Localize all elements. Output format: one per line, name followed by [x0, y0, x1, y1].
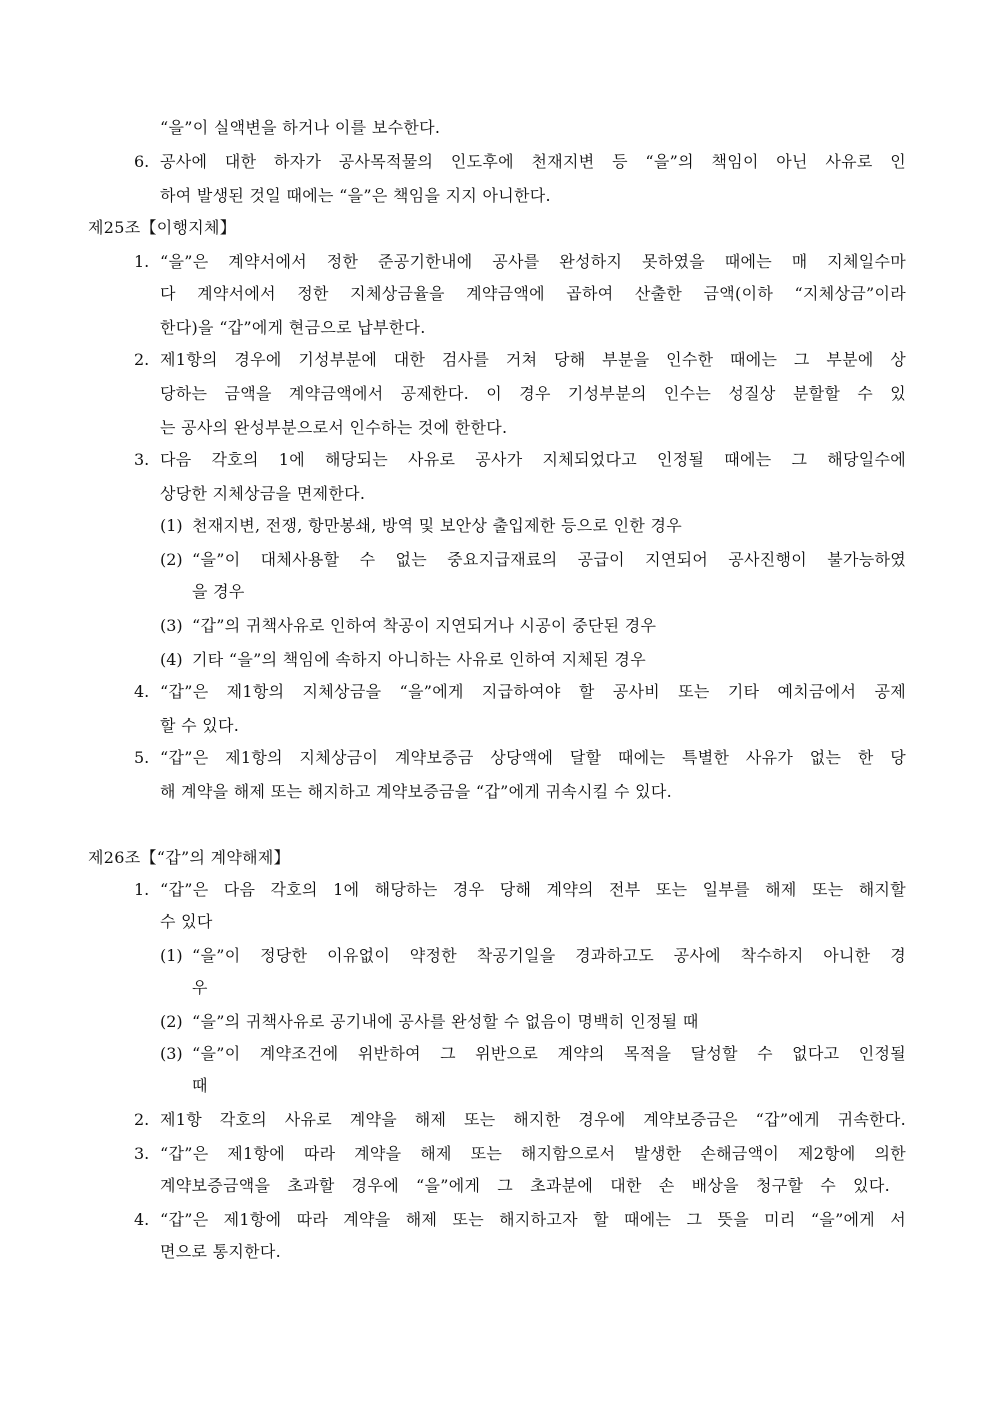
subitem-number: (3) [160, 1044, 183, 1063]
item-text: 다 계약서에서 정한 지체상금율을 계약금액에 곱하여 산출한 금액(이하 “지체상금”이라 [160, 284, 906, 303]
item-text: “갑”은 제1항의 지체상금을 “을”에게 지급하여야 할 공사비 또는 기타 예치금에서 공제 [160, 682, 906, 701]
article-25-heading: 제25조【이행지체】 [88, 218, 237, 237]
item-text: “갑”은 제1항에 따라 계약을 해제 또는 해지하고자 할 때에는 그 뜻을 미리 “을”에게 서 [160, 1210, 906, 1229]
item-text: “갑”은 제1항의 지체상금이 계약보증금 상당액에 달할 때에는 특별한 사유가 없는 한 당 [160, 748, 906, 767]
item-number: 1. [134, 880, 150, 899]
item-text: 수 있다 [160, 912, 213, 931]
subitem-text: “을”이 대체사용할 수 없는 중요지급재료의 공급이 지연되어 공사진행이 불가능하였 [192, 550, 906, 569]
item-text: 하여 발생된 것일 때에는 “을”은 책임을 지지 아니한다. [160, 186, 551, 205]
subitem-text: “을”의 귀책사유로 공기내에 공사를 완성할 수 없음이 명백히 인정될 때 [192, 1012, 699, 1031]
item-text: 한다)을 “갑”에게 현금으로 납부한다. [160, 318, 426, 337]
subitem-number: (4) [160, 650, 183, 669]
item-text: 할 수 있다. [160, 716, 240, 735]
subitem-number: (2) [160, 1012, 183, 1031]
subitem-number: (3) [160, 616, 183, 635]
subitem-text: 우 [192, 978, 208, 997]
item-text: “갑”은 제1항에 따라 계약을 해제 또는 해지함으로서 발생한 손해금액이 제2항에 의한 [160, 1144, 906, 1163]
subitem-text: 을 경우 [192, 582, 245, 601]
article-26-heading: 제26조【“갑”의 계약해제】 [88, 848, 290, 867]
item-text: 면으로 통지한다. [160, 1242, 282, 1261]
item-text: “갑”은 다음 각호의 1에 해당하는 경우 당해 계약의 전부 또는 일부를 해제 또는 해지할 [160, 880, 906, 899]
item-number: 3. [134, 1144, 150, 1163]
subitem-text: 때 [192, 1076, 208, 1095]
subitem-number: (1) [160, 946, 183, 965]
item-text: 당하는 금액을 계약금액에서 공제한다. 이 경우 기성부분의 인수는 성질상 분할할 수 있 [160, 384, 906, 403]
subitem-number: (1) [160, 516, 183, 535]
item-number: 5. [134, 748, 150, 767]
subitem-text: “갑”의 귀책사유로 인하여 착공이 지연되거나 시공이 중단된 경우 [192, 616, 657, 635]
subitem-text: 천재지변, 전쟁, 항만봉쇄, 방역 및 보안상 출입제한 등으로 인한 경우 [192, 516, 683, 535]
subitem-text: “을”이 계약조건에 위반하여 그 위반으로 계약의 목적을 달성할 수 없다고 인정될 [192, 1044, 906, 1063]
subitem-text: 기타 “을”의 책임에 속하지 아니하는 사유로 인하여 지체된 경우 [192, 650, 646, 669]
subitem-text: “을”이 정당한 이유없이 약정한 착공기일을 경과하고도 공사에 착수하지 아니한 경 [192, 946, 906, 965]
item-text: 해 계약을 해제 또는 해지하고 계약보증금을 “갑”에게 귀속시킬 수 있다. [160, 782, 672, 801]
item-text: 제1항 각호의 사유로 계약을 해제 또는 해지한 경우에 계약보증금은 “갑”에게 귀속한다. [160, 1110, 906, 1129]
item-number: 4. [134, 1210, 150, 1229]
item-number: 6. [134, 152, 150, 171]
item-number: 2. [134, 1110, 150, 1129]
subitem-number: (2) [160, 550, 183, 569]
item-text: 다음 각호의 1에 해당되는 사유로 공사가 지체되었다고 인정될 때에는 그 해당일수에 [160, 450, 906, 469]
item-text: 상당한 지체상금을 면제한다. [160, 484, 366, 503]
continued-line: “을”이 실액변을 하거나 이를 보수한다. [160, 118, 441, 137]
item-text: 는 공사의 완성부분으로서 인수하는 것에 한한다. [160, 418, 508, 437]
item-text: 공사에 대한 하자가 공사목적물의 인도후에 천재지변 등 “을”의 책임이 아닌 사유로 인 [160, 152, 906, 171]
item-text: 제1항의 경우에 기성부분에 대한 검사를 거쳐 당해 부분을 인수한 때에는 그 부분에 상 [160, 350, 906, 369]
item-text: “을”은 계약서에서 정한 준공기한내에 공사를 완성하지 못하였을 때에는 매 지체일수마 [160, 252, 906, 271]
item-number: 1. [134, 252, 150, 271]
item-text: 계약보증금액을 초과할 경우에 “을”에게 그 초과분에 대한 손 배상을 청구할 수 있다. [160, 1176, 890, 1195]
item-number: 4. [134, 682, 150, 701]
item-number: 3. [134, 450, 150, 469]
item-number: 2. [134, 350, 150, 369]
